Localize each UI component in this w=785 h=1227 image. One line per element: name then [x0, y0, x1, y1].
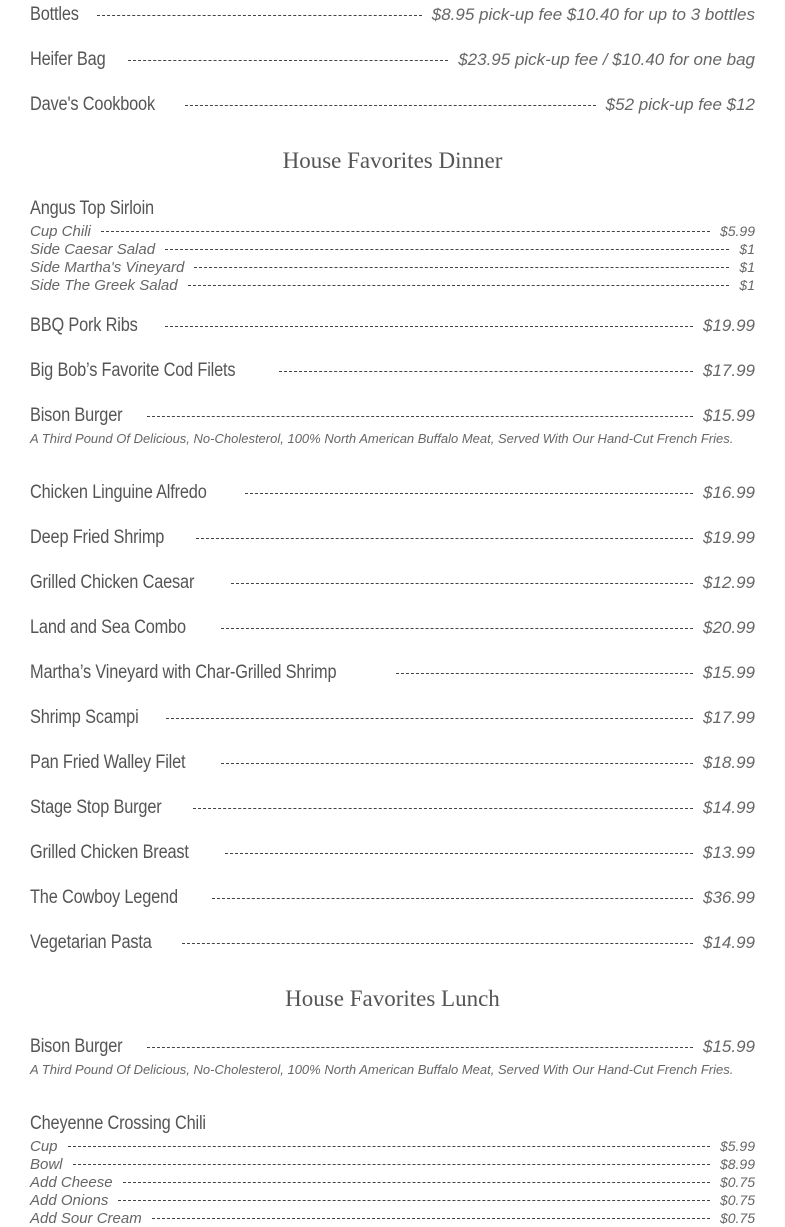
menu-item	[30, 932, 755, 954]
side-option	[30, 258, 755, 276]
option-price: $5.99	[719, 223, 755, 239]
dotted-leader	[193, 808, 693, 809]
item-price: $12.99	[703, 573, 755, 592]
item-name: Vegetarian Pasta	[30, 932, 152, 953]
menu-item-bison-burger	[30, 405, 755, 447]
section-heading-lunch: House Favorites Lunch	[285, 986, 500, 1011]
item-price: $19.99	[703, 316, 755, 335]
chili-option	[30, 1191, 755, 1209]
item-price: $15.99	[703, 1037, 755, 1056]
chili-option	[30, 1155, 755, 1173]
item-price: $17.99	[703, 361, 755, 380]
option-price: $0.75	[719, 1210, 755, 1226]
dotted-leader	[188, 285, 730, 286]
option-name: Cup Chili	[30, 222, 91, 240]
menu-item-bison-burger-lunch	[30, 1036, 755, 1078]
menu-item	[30, 527, 755, 549]
dotted-leader	[396, 673, 693, 674]
menu-item-sirloin	[30, 198, 755, 294]
dotted-leader	[165, 249, 729, 250]
dotted-leader	[128, 60, 448, 61]
option-price: $0.75	[719, 1192, 755, 1208]
item-description: A Third Pound Of Delicious, No-Cholesterol, 100% North American Buffalo Meat, Served With Our Hand-Cut French Fries.	[30, 431, 734, 446]
dotted-leader	[231, 583, 693, 584]
dotted-leader	[73, 1164, 710, 1165]
option-price: $5.99	[719, 1138, 755, 1154]
chili-option	[30, 1173, 755, 1191]
dotted-leader	[245, 493, 693, 494]
item-description: A Third Pound Of Delicious, No-Cholesterol, 100% North American Buffalo Meat, Served With Our Hand-Cut French Fries.	[30, 1062, 734, 1077]
side-option	[30, 240, 755, 258]
item-name: Deep Fried Shrimp	[30, 527, 165, 548]
chili-option	[30, 1137, 755, 1155]
dotted-leader	[147, 416, 693, 417]
side-option	[30, 222, 755, 240]
item-price: $14.99	[703, 933, 755, 952]
menu-item-chili	[30, 1113, 755, 1227]
item-name: Dave's Cookbook	[30, 94, 155, 115]
item-name: Land and Sea Combo	[30, 617, 186, 638]
menu-item-heifer-bag	[30, 49, 755, 71]
item-price: $52 pick-up fee $12	[605, 95, 755, 114]
dotted-leader	[212, 898, 693, 899]
dotted-leader	[152, 1218, 710, 1219]
menu-item	[30, 572, 755, 594]
item-name: The Cowboy Legend	[30, 887, 178, 908]
item-name: Chicken Linguine Alfredo	[30, 482, 207, 503]
dotted-leader	[221, 763, 693, 764]
item-name: Martha’s Vineyard with Char-Grilled Shrimp	[30, 662, 337, 683]
menu-item	[30, 315, 755, 337]
menu-item	[30, 617, 755, 639]
dotted-leader	[182, 943, 693, 944]
item-name: Pan Fried Walley Filet	[30, 752, 186, 773]
dotted-leader	[185, 105, 595, 106]
item-name: Bottles	[30, 4, 79, 25]
item-price: $23.95 pick-up fee / $10.40 for one bag	[458, 50, 755, 69]
option-name: Side Martha's Vineyard	[30, 258, 185, 276]
item-price: $14.99	[703, 798, 755, 817]
item-price: $20.99	[703, 618, 755, 637]
dotted-leader	[123, 1182, 710, 1183]
dotted-leader	[196, 538, 693, 539]
side-option	[30, 276, 755, 294]
dotted-leader	[221, 628, 693, 629]
menu-item	[30, 360, 755, 382]
section-heading-dinner: House Favorites Dinner	[282, 148, 503, 173]
menu-item-cookbook	[30, 94, 755, 116]
item-name: Bison Burger	[30, 1036, 123, 1057]
dotted-leader	[68, 1146, 710, 1147]
item-name: Cheyenne Crossing Chili	[30, 1113, 206, 1134]
item-name: Stage Stop Burger	[30, 797, 162, 818]
menu-item	[30, 887, 755, 909]
option-name: Cup	[30, 1137, 58, 1155]
menu-item	[30, 752, 755, 774]
dotted-leader	[165, 326, 693, 327]
item-name: Heifer Bag	[30, 49, 106, 70]
option-name: Side Caesar Salad	[30, 240, 156, 258]
option-price: $0.75	[719, 1174, 755, 1190]
item-price: $8.95 pick-up fee $10.40 for up to 3 bottles	[431, 5, 755, 24]
option-price: $1	[739, 241, 755, 257]
item-price: $16.99	[703, 483, 755, 502]
item-name: Shrimp Scampi	[30, 707, 139, 728]
item-price: $19.99	[703, 528, 755, 547]
item-name: Grilled Chicken Breast	[30, 842, 189, 863]
option-name: Bowl	[30, 1155, 63, 1173]
item-name: Angus Top Sirloin	[30, 198, 154, 219]
option-price: $8.99	[719, 1156, 755, 1172]
menu-item-bottles	[30, 4, 755, 26]
item-name: BBQ Pork Ribs	[30, 315, 138, 336]
option-name: Side The Greek Salad	[30, 276, 178, 294]
item-name: Bison Burger	[30, 405, 123, 426]
item-price: $13.99	[703, 843, 755, 862]
option-name: Add Onions	[30, 1191, 109, 1209]
dotted-leader	[97, 15, 422, 16]
dotted-leader	[166, 718, 693, 719]
dotted-leader	[279, 371, 693, 372]
menu-item	[30, 842, 755, 864]
item-price: $15.99	[703, 406, 755, 425]
menu-item	[30, 707, 755, 729]
dotted-leader	[101, 231, 710, 232]
dotted-leader	[147, 1047, 693, 1048]
item-price: $17.99	[703, 708, 755, 727]
option-price: $1	[739, 277, 755, 293]
dotted-leader	[194, 267, 729, 268]
dotted-leader	[225, 853, 693, 854]
chili-option	[30, 1209, 755, 1227]
item-price: $36.99	[703, 888, 755, 907]
item-price: $18.99	[703, 753, 755, 772]
option-name: Add Sour Cream	[30, 1209, 142, 1227]
menu-item	[30, 797, 755, 819]
menu-item	[30, 662, 755, 684]
option-name: Add Cheese	[30, 1173, 113, 1191]
item-name: Big Bob’s Favorite Cod Filets	[30, 360, 236, 381]
item-name: Grilled Chicken Caesar	[30, 572, 195, 593]
dotted-leader	[118, 1200, 710, 1201]
item-price: $15.99	[703, 663, 755, 682]
option-price: $1	[739, 259, 755, 275]
menu-item	[30, 482, 755, 504]
